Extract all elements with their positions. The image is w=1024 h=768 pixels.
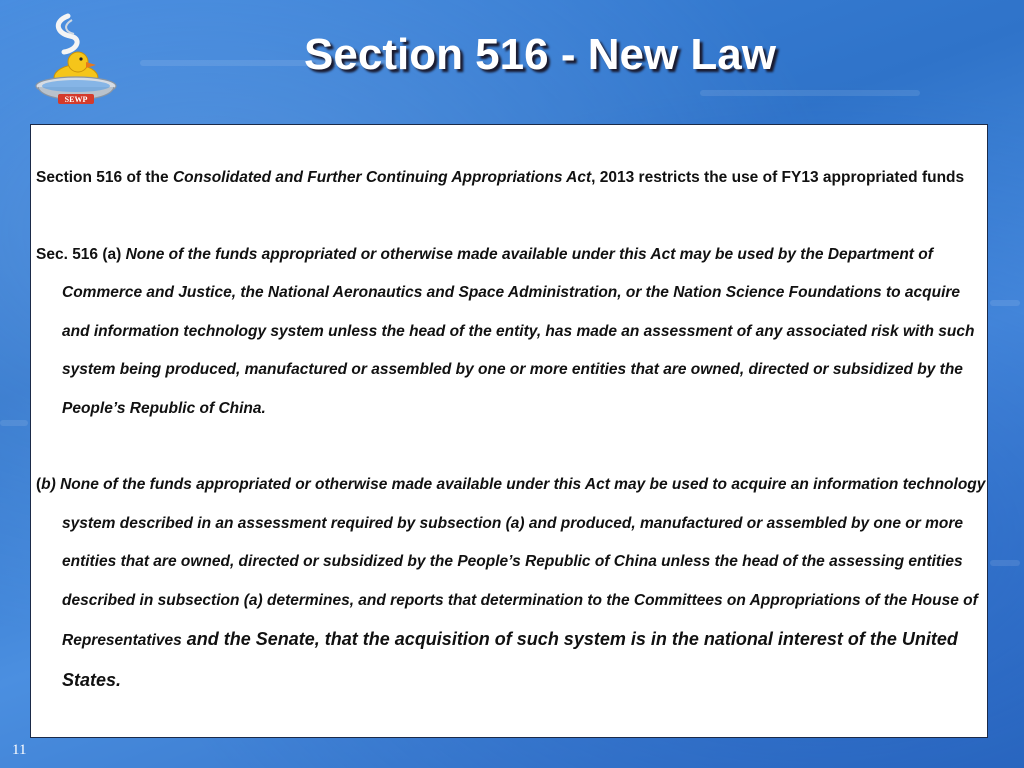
bg-streak — [0, 420, 28, 426]
logo-label: SEWP — [64, 95, 88, 104]
intro-lead: Section 516 of the — [36, 169, 173, 186]
bg-streak — [990, 560, 1020, 566]
section-b-body: None of the funds appropriated or otherwise made available under this Act may be used to acquire an information technology system described in an assessment required by subsection (a) and produced, manufactured or assembled by one or more entities that are owned, directed or subsidized by the People’s Republic of China unless the head of the assessing entities described in subsection (a) determines, and reports that determination to the Committees on Appropriations of the House of Representatives — [60, 476, 986, 649]
page-number: 11 — [12, 742, 27, 758]
content-panel — [30, 124, 988, 738]
section-a-paragraph — [36, 236, 987, 429]
section-b-paragraph — [36, 466, 987, 701]
bg-streak — [700, 90, 920, 96]
section-b-label: b) — [41, 476, 61, 493]
section-a-lead: Sec. 516 (a) — [36, 245, 126, 263]
act-name: Consolidated and Further Continuing Appropriations Act — [172, 169, 592, 186]
intro-tail: , 2013 restricts the use of FY13 appropriated funds — [591, 169, 965, 186]
bg-streak — [990, 300, 1020, 306]
intro-paragraph — [36, 159, 987, 198]
section-b-tail: and the Senate, that the acquisition of such system is in the national interest of the United States. — [62, 629, 958, 690]
section-b-open: ( — [36, 476, 42, 493]
section-a-body: None of the funds appropriated or otherwise made available under this Act may be used by the Department of Commerce and Justice, the National Aeronautics and Space Administration, or the Nation Science Foundations to acquire and information technology system unless the head of the entity, has made an assessment of any associated risk with such system being produced, manufactured or assembled by one or more entities that are owned, directed or subsidized by the People’s Republic of China. — [62, 245, 975, 417]
slide-title: Section 516 - New Law — [304, 30, 776, 79]
